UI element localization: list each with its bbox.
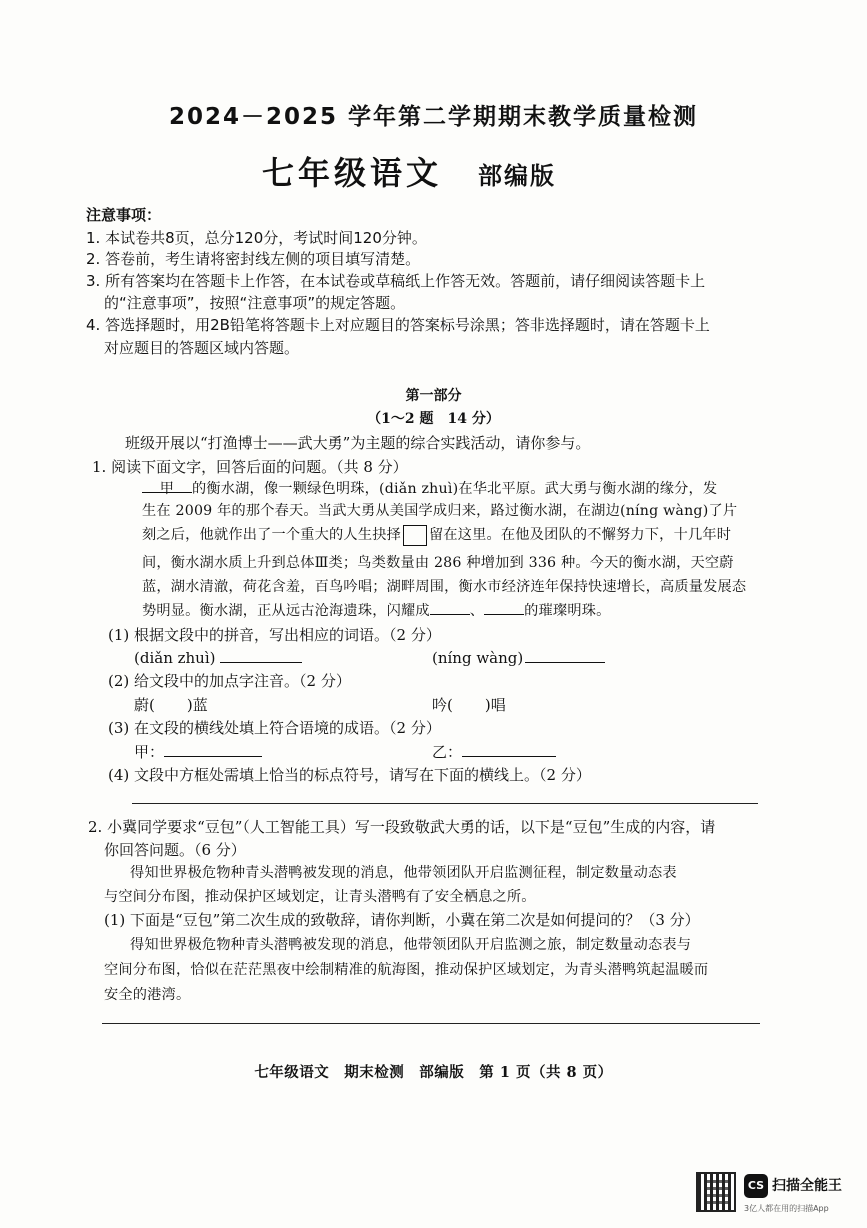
annotation-text: 吟(: [432, 696, 453, 714]
subject-title: 七年级语文: [262, 154, 443, 192]
pinyin-text: (diǎn zhuì): [134, 649, 216, 667]
generated-text: 空间分布图，恰似在茫茫黑夜中绘制精准的航海图，推动保护区域划定，为青头潜鸭筑起温暖而: [104, 962, 709, 978]
answer-line[interactable]: [102, 1023, 760, 1024]
question-2-stem: 你回答问题。（6 分）: [104, 841, 246, 859]
part-title: 第一部分: [405, 388, 462, 404]
generated-text: 与空间分布图，推动保护区域划定，让青头潜鸭有了安全栖息之所。: [104, 889, 536, 905]
generated-text: 得知世界极危物种青头潜鸭被发现的消息，他带领团队开启监测之旅，制定数量动态表与: [130, 937, 692, 953]
answer-line[interactable]: [164, 741, 262, 757]
edition-label: 部编版: [478, 161, 556, 190]
passage-text: 留在这里。在他及团队的不懈努力下，十几年时: [428, 527, 732, 543]
passage-text: 势明显。衡水湖，正从远古沧海遗珠，闪耀成: [142, 603, 430, 620]
part-range: （1～2 题 14 分）: [367, 411, 500, 427]
annotation-text: )蓝: [186, 696, 208, 714]
generated-text: 安全的港湾。: [104, 987, 191, 1003]
pinyin-prompt: [134, 647, 302, 667]
annotation-text: 蔚(: [134, 696, 155, 714]
idiom-prompt: [432, 741, 556, 762]
passage-line: 蓝，湖水清澈，荷花含羞，百鸟吟唱；湖畔周围，衡水市经济连年保持快速增长，高质量发展态: [142, 579, 747, 595]
sub-question: (2) 给文段中的加点字注音。（2 分）: [108, 672, 351, 690]
answer-line[interactable]: [525, 647, 605, 663]
note-item: 2. 答卷前，考生请将密封线左侧的项目填写清楚。: [86, 250, 421, 268]
note-item: 4. 答选择题时，用2B铅笔将答题卡上对应题目的答案标号涂黑；答非选择题时，请在答题卡上: [86, 316, 710, 334]
passage-line: [142, 478, 717, 498]
passage-text: 刻之后，他就作出了一个重大的人生抉择: [142, 527, 401, 543]
idiom-label: 甲：: [134, 743, 165, 761]
qr-code-icon: [696, 1172, 736, 1212]
passage-line: 间，衡水湖水质上升到总体Ⅲ类；鸟类数量由 286 种增加到 336 种。今天的衡水湖，天空蔚: [142, 555, 734, 571]
blank-jia: [430, 600, 470, 615]
pinyin-text: (níng wàng): [432, 649, 524, 667]
annotation-prompt: [432, 694, 506, 715]
annotation-text: )唱: [484, 696, 506, 714]
part-intro: 班级开展以“打渔博士——武大勇”为主题的综合实践活动，请你参与。: [125, 434, 591, 452]
passage-text: 的璀璨明珠。: [524, 603, 611, 620]
sub-question: (3) 在文段的横线处填上符合语境的成语。（2 分）: [108, 719, 441, 737]
punctuation-box: [403, 525, 427, 546]
notes-heading: 注意事项：: [86, 206, 162, 224]
passage-text: 的衡水湖，像一颗绿色明珠，(diǎn zhuì)在华北平原。武大勇与衡水湖的缘分，发: [192, 481, 718, 497]
question-1-stem: 1. 阅读下面文字，回答后面的问题。（共 8 分）: [92, 458, 408, 476]
idiom-label: 乙：: [432, 743, 463, 761]
note-item: 3. 所有答案均在答题卡上作答，在本试卷或草稿纸上作答无效。答题前，请仔细阅读答题卡上: [86, 272, 706, 290]
pinyin-prompt: [432, 647, 605, 667]
passage-line: [142, 600, 610, 620]
sub-question: (1) 根据文段中的拼音，写出相应的词语。（2 分）: [108, 626, 441, 644]
camscanner-logo-icon: CS: [744, 1174, 768, 1198]
page-footer: 七年级语文 期末检测 部编版 第 1 页（共 8 页）: [254, 1064, 613, 1081]
note-item: 对应题目的答题区域内答题。: [104, 339, 300, 357]
blank-yi: [484, 600, 524, 615]
camscanner-name: 扫描全能王: [772, 1178, 842, 1194]
generated-text: 得知世界极危物种青头潜鸭被发现的消息，他带领团队开启监测征程，制定数量动态表: [130, 865, 677, 881]
question-2-stem: 2. 小冀同学要求“豆包”（人工智能工具）写一段致敬武大勇的话，以下是“豆包”生成的内容，请: [88, 818, 716, 836]
note-item: 的“注意事项”，按照“注意事项”的规定答题。: [104, 294, 406, 312]
passage-line: [142, 524, 731, 546]
blank-jia-label: 甲: [142, 478, 192, 493]
answer-line[interactable]: [220, 647, 302, 663]
answer-line[interactable]: [462, 741, 556, 757]
sub-question: (4) 文段中方框处需填上恰当的标点符号，请写在下面的横线上。（2 分）: [108, 766, 591, 784]
exam-title: 2024－2025 学年第二学期期末教学质量检测: [168, 104, 699, 130]
note-item: 1. 本试卷共8页，总分120分，考试时间120分钟。: [86, 229, 427, 247]
passage-line: 生在 2009 年的那个春天。当武大勇从美国学成归来，路过衡水湖，在湖边(níng wàng)了片: [142, 503, 738, 519]
camscanner-tagline: 3亿人都在用的扫描App: [744, 1204, 829, 1213]
answer-line[interactable]: [132, 803, 758, 804]
sub-question: (1) 下面是“豆包”第二次生成的致敬辞，请你判断，小冀在第二次是如何提问的？（3 分）: [104, 911, 700, 929]
passage-text: 、: [469, 603, 485, 620]
annotation-prompt: [134, 694, 208, 715]
idiom-prompt: [134, 741, 262, 762]
